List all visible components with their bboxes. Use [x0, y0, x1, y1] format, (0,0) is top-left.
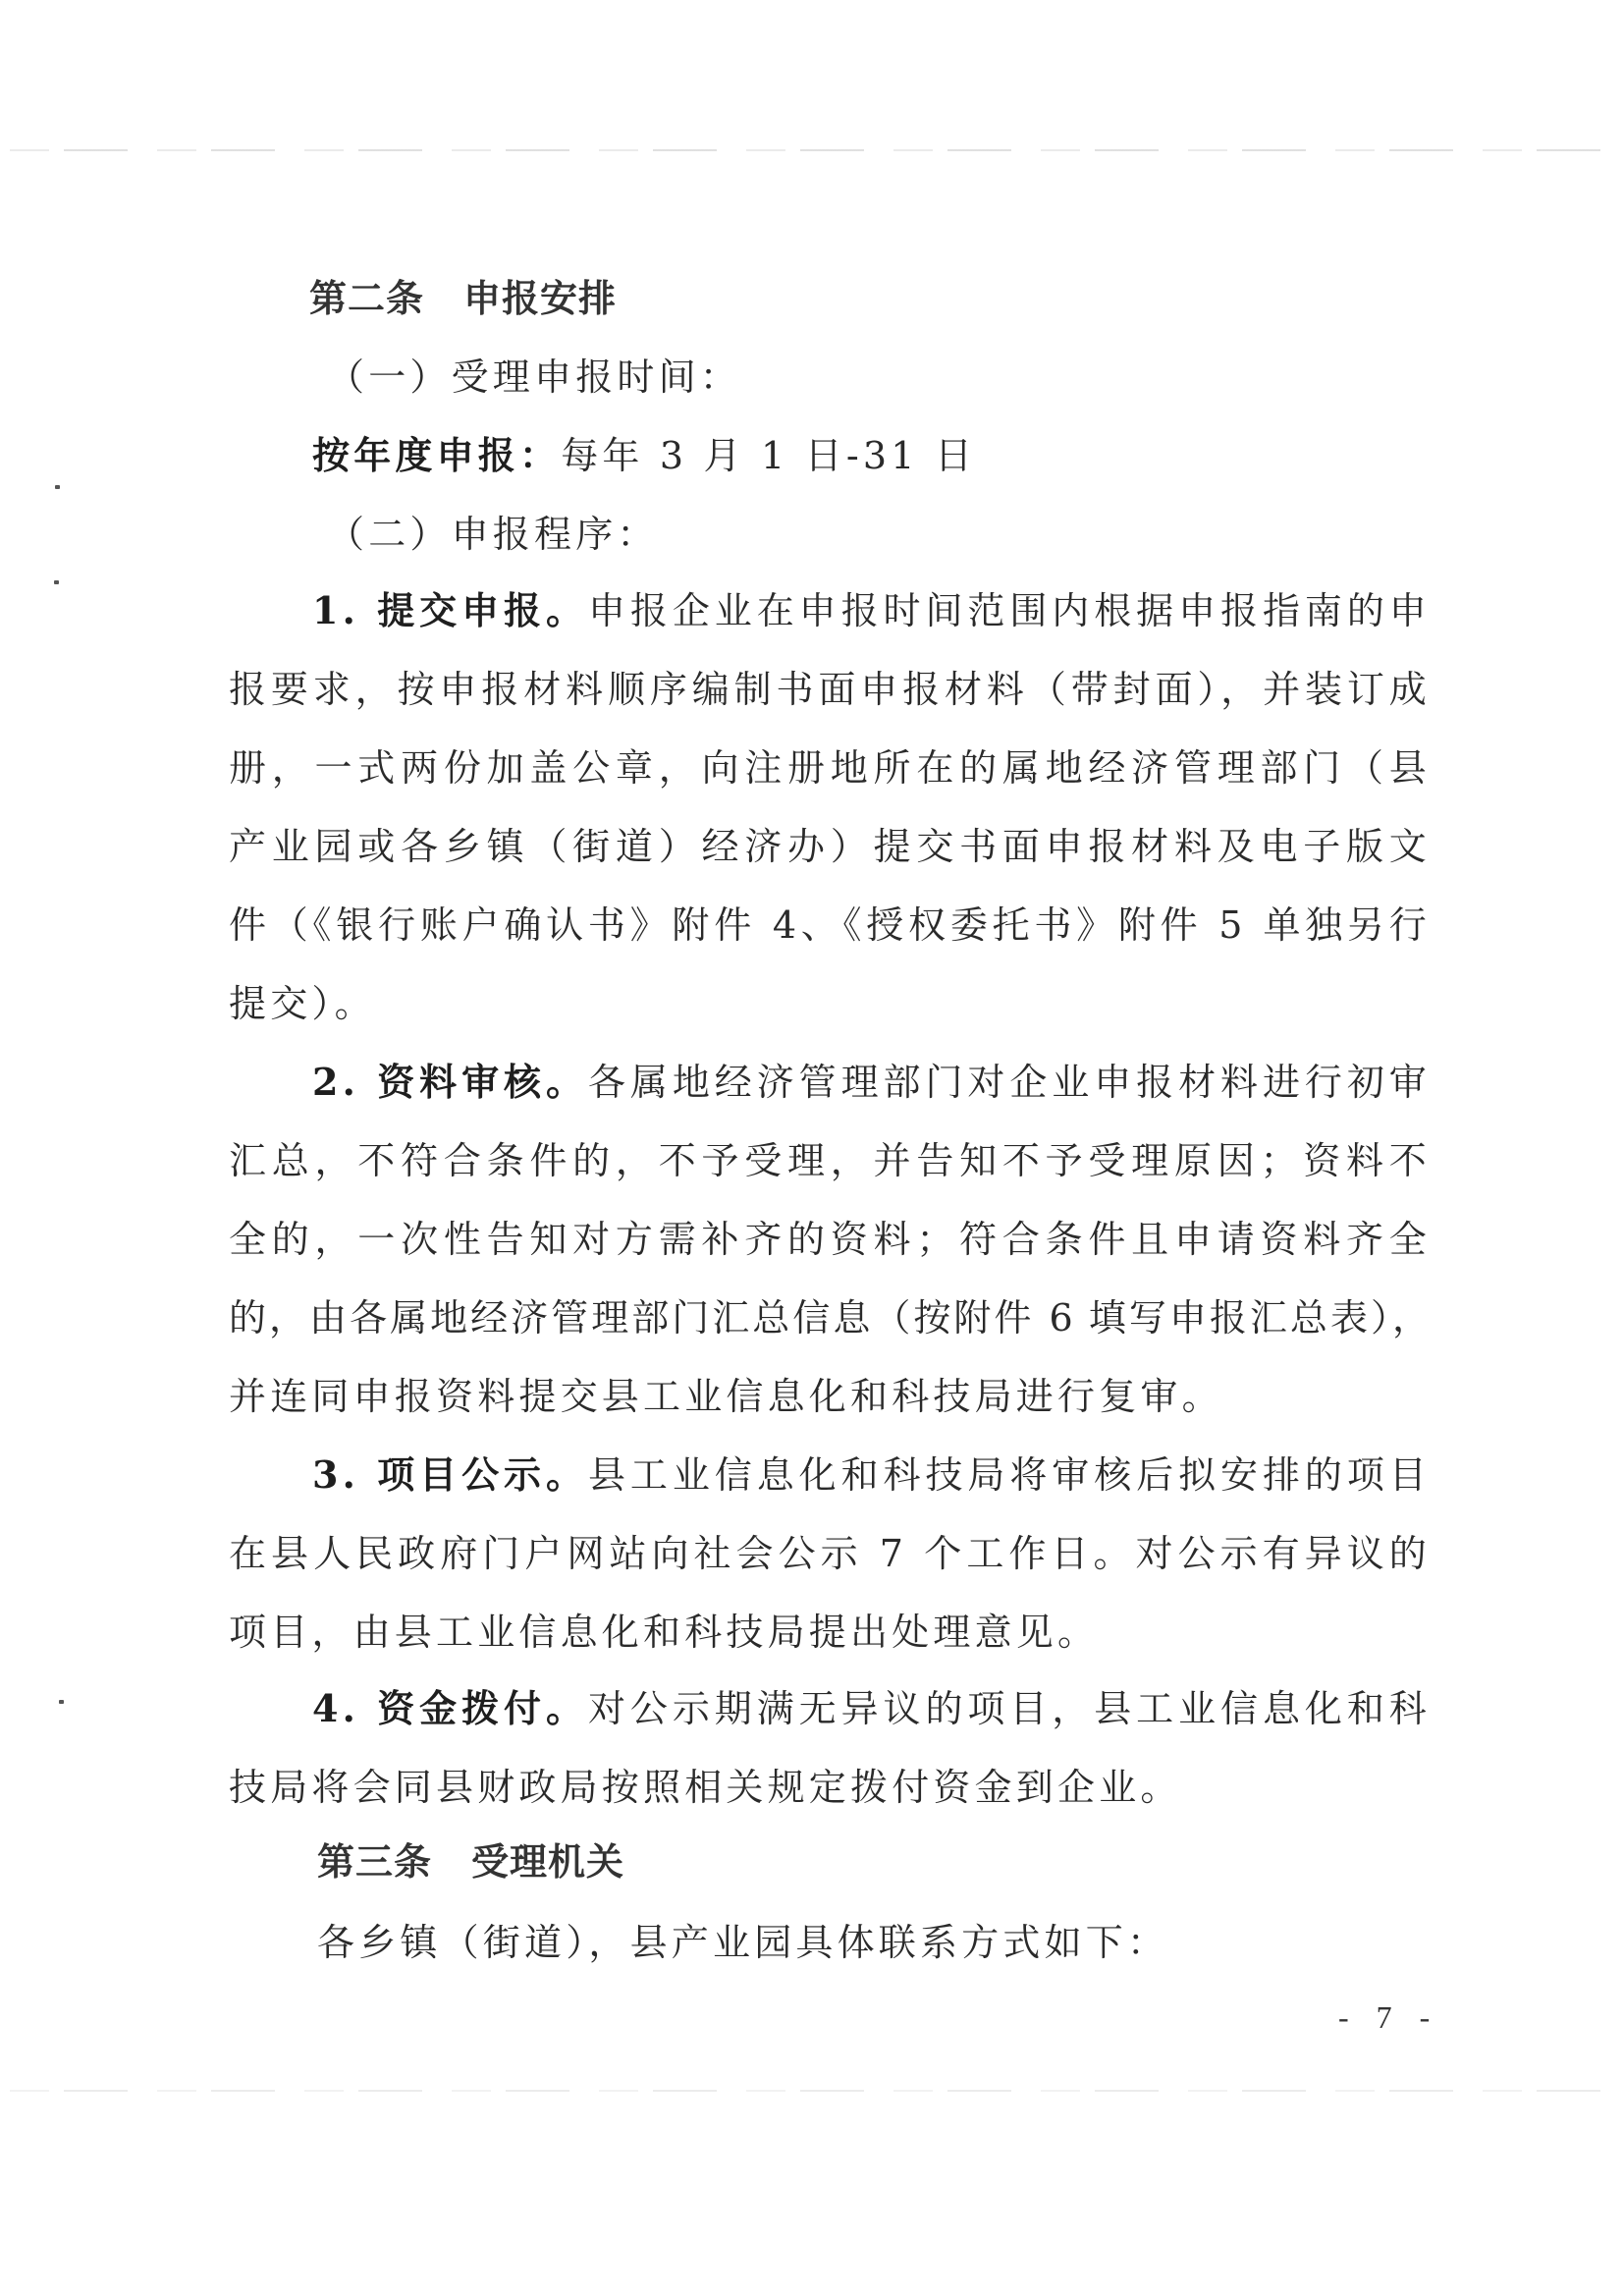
step-3-text: 县工业信息化和科技局将审核后拟安排的项目 [587, 1453, 1431, 1497]
article-2-heading [309, 277, 617, 320]
schedule-line [312, 434, 976, 477]
article-3-heading [317, 1840, 624, 1884]
step-4-line-1 [229, 1687, 1431, 1730]
scan-speck [55, 485, 60, 489]
step-2-text: 各属地经济管理部门对企业申报材料进行初审 [587, 1061, 1431, 1104]
scan-artifact-bottom [10, 2090, 1610, 2092]
step-4-text: 对公示期满无异议的项目，县工业信息化和科 [587, 1687, 1431, 1730]
step-1-line-3: 册，一式两份加盖公章，向注册地所在的属地经济管理部门（县 [229, 746, 1431, 790]
step-1-line-4: 产业园或各乡镇（街道）经济办）提交书面申报材料及电子版文 [229, 825, 1431, 868]
article-2-title: 申报安排 [463, 277, 618, 320]
article-3-number: 第三条 [317, 1840, 433, 1884]
step-3-line-2: 在县人民政府门户网站向社会公示 7 个工作日。对公示有异议的 [229, 1532, 1431, 1575]
scan-artifact-top [10, 149, 1610, 151]
page-number: - 7 - [1338, 1999, 1440, 2035]
schedule-value: 每年 3 月 1 日-31 日 [561, 434, 977, 477]
step-1-line-6: 提交）。 [229, 982, 376, 1025]
step-2-line-3: 全的，一次性告知对方需补齐的资料；符合条件且申请资料齐全 [229, 1218, 1431, 1261]
article-2-number: 第二条 [309, 277, 425, 320]
schedule-label: 按年度申报： [312, 433, 562, 477]
step-4-line-2: 技局将会同县财政局按照相关规定拨付资金到企业。 [229, 1766, 1182, 1809]
step-1-line-2: 报要求，按申报材料顺序编制书面申报材料（带封面），并装订成 [229, 668, 1431, 711]
scan-speck [54, 580, 59, 584]
step-2-line-2: 汇总，不符合条件的，不予受理，并告知不予受理原因；资料不 [229, 1139, 1431, 1182]
step-2-line-5: 并连同申报资料提交县工业信息化和科技局进行复审。 [229, 1375, 1223, 1418]
scan-speck [59, 1700, 64, 1704]
step-1-line-5: 件（《银行账户确认书》附件 4、《授权委托书》附件 5 单独另行 [229, 903, 1431, 947]
step-3-line-1 [229, 1453, 1431, 1497]
step-2-title: 2. 资料审核。 [312, 1060, 588, 1104]
step-3-line-3: 项目，由县工业信息化和科技局提出处理意见。 [229, 1611, 1100, 1654]
step-4-title: 4. 资金拨付。 [312, 1686, 588, 1730]
step-3-title: 3. 项目公示。 [312, 1452, 588, 1497]
step-2-line-4: 的，由各属地经济管理部门汇总信息（按附件 6 填写申报汇总表）， [229, 1296, 1431, 1339]
article-3-title: 受理机关 [471, 1840, 625, 1884]
step-1-title: 1. 提交申报。 [312, 588, 588, 632]
step-2-line-1 [229, 1061, 1431, 1104]
section-1-label: （一）受理申报时间： [327, 355, 742, 399]
step-1-text: 申报企业在申报时间范围内根据申报指南的申 [587, 589, 1431, 632]
step-1-line-1 [229, 589, 1431, 632]
section-2-label: （二）申报程序： [327, 513, 659, 556]
article-3-intro: 各乡镇（街道），县产业园具体联系方式如下： [317, 1921, 1169, 1964]
